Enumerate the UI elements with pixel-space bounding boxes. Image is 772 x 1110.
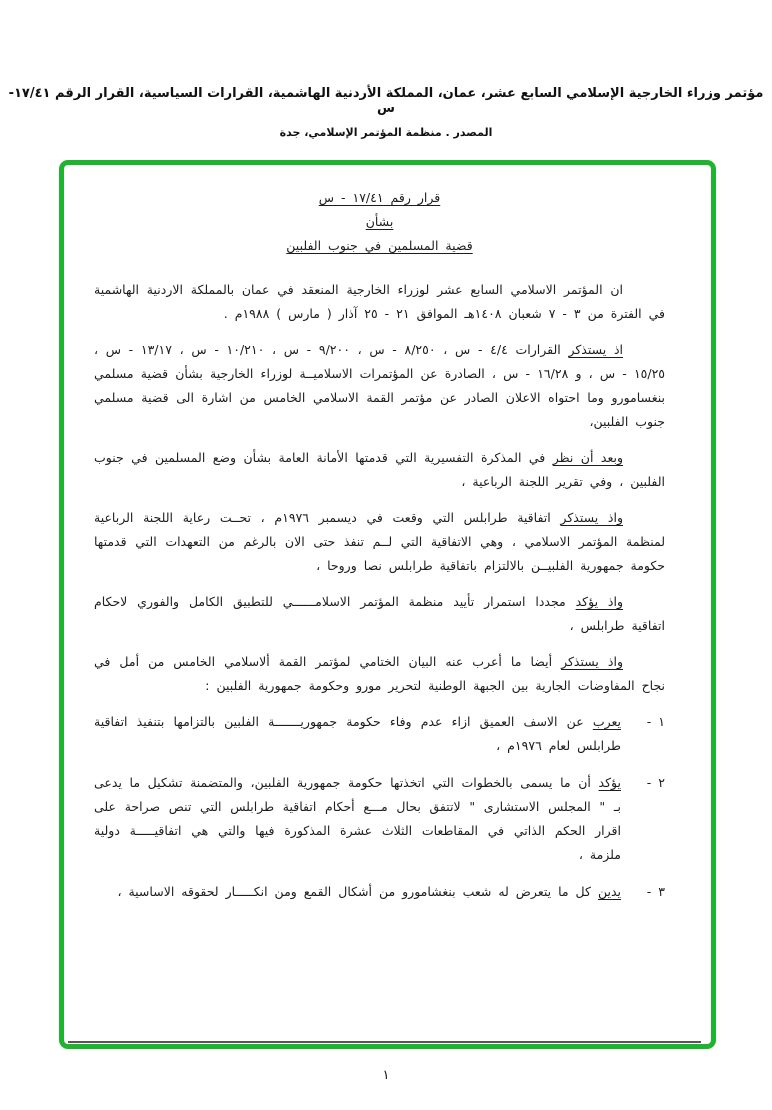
resolution-title-block bbox=[94, 186, 665, 258]
item-text bbox=[94, 710, 621, 758]
resolution-document bbox=[64, 165, 711, 1044]
item-text bbox=[94, 880, 621, 904]
having-considered-paragraph bbox=[94, 446, 665, 494]
paragraph-lead: واذ يؤكد bbox=[575, 594, 623, 609]
item-lead: يؤكد bbox=[598, 775, 621, 790]
paragraph-lead: اذ يستذكر bbox=[568, 342, 623, 357]
paragraph-body: القرارات ٤/٤ - س ، ٨/٢٥٠ - س ، ٩/٢٠٠ - س ، ١٠/٢١٠ - س ، ١٣/١٧ - س ، ١٥/٢٥ - س ، و ١٦/٢٨ - س ، الصادرة عن المؤتمرات الاسلاميــة لوزراء الخارجية بشأن قضية مسلمي بنغسامورو وما احتواه الاعلان الصادر عن مؤتمر القمة الاسلامي الخامس من اشارة الى قضية مسلمي جنوب الفلبين، bbox=[94, 342, 666, 429]
resolution-regarding-text: بشأن bbox=[365, 214, 394, 229]
paragraph-body: مجددا استمرار تأييد منظمة المؤتمر الاسلامــــــي للتطبيق الكامل والفوري لاحكام اتفاقية طرابلس ، bbox=[94, 594, 665, 633]
list-item bbox=[94, 710, 665, 758]
page-number: ١ bbox=[382, 1068, 390, 1083]
item-number: ٣ - bbox=[646, 884, 665, 899]
recalling-resolutions-paragraph bbox=[94, 338, 665, 434]
resolution-subject-text: قضية المسلمين في جنوب الفلبين bbox=[286, 238, 473, 253]
paragraph-lead: واذ يستذكر bbox=[561, 654, 623, 669]
item-lead: يعرب bbox=[592, 714, 621, 729]
operative-items-list bbox=[94, 710, 665, 904]
recalling-final-communique-paragraph bbox=[94, 650, 665, 698]
citation-line-1: مؤتمر وزراء الخارجية الإسلامي السابع عشر، عمان، المملكة الأردنية الهاشمية، القرارات السياسية، القرار الرقم ١٧/٤١-س bbox=[8, 86, 764, 116]
item-number: ١ - bbox=[646, 714, 665, 729]
paragraph-body: ان المؤتمر الاسلامي السابع عشر لوزراء الخارجية المنعقد في عمان بالمملكة الاردنية الهاشمية في الفترة من ٣ - ٧ شعبان ١٤٠٨هـ الموافق ٢١ - ٢٥ آذار ( مارس ) ١٩٨٨م . bbox=[94, 282, 665, 321]
resolution-subject-title bbox=[94, 234, 665, 258]
paragraph-lead: وبعد أن نظر bbox=[552, 450, 624, 465]
item-body: أن ما يسمى بالخطوات التي اتخذتها حكومة جمهورية الفلبين، والمتضمنة تشكيل ما يدعى بـ " المجلس الاستشارى " لاتتفق بحال مـــع أحكام اتفاقية طرابلس التي تنص صراحة على اقرار الحكم الذاتي في المقاطعات الثلاث عشرة المذكورة فيها والتي هي اتفاقيـــــة دولية ملزمة ، bbox=[94, 775, 621, 862]
citation-header bbox=[0, 86, 772, 139]
scanned-page-edge-line bbox=[68, 1041, 701, 1043]
paragraph-lead: واذ يستذكر bbox=[560, 510, 623, 525]
green-highlight-frame bbox=[59, 160, 716, 1049]
resolution-regarding-title bbox=[94, 210, 665, 234]
preamble-paragraph bbox=[94, 278, 665, 326]
resolution-number-title bbox=[94, 186, 665, 210]
resolution-number-text: قرار رقم ١٧/٤١ - س bbox=[318, 190, 441, 205]
paragraph-body: اتفاقية طرابلس التي وقعت في ديسمبر ١٩٧٦م ، تحــت رعاية اللجنة الرباعية لمنظمة المؤتمر الاسلامي ، وهي الاتفاقية التي لــم تنفذ حتى الان بالرغم من التعهدات التي قدمتها حكومة جمهورية الفلبيــن بالالتزام باتفاقية طرابلس نصا وروحا ، bbox=[94, 510, 665, 573]
item-body: كل ما يتعرض له شعب بنغشامورو من أشكال القمع ومن انكـــــار لحقوقه الاساسية ، bbox=[117, 884, 591, 899]
list-item bbox=[94, 880, 665, 904]
list-item bbox=[94, 771, 665, 867]
paragraph-body: في المذكرة التفسيرية التي قدمتها الأمانة العامة بشأن وضع المسلمين في جنوب الفلبين ، وفي تقرير اللجنة الرباعية ، bbox=[94, 450, 665, 489]
item-text bbox=[94, 771, 621, 867]
item-body: عن الاسف العميق ازاء عدم وفاء حكومة جمهوريـــــــة الفلبين بالتزامها بتنفيذ اتفاقية طرابلس لعام ١٩٧٦م ، bbox=[94, 714, 621, 753]
reaffirming-support-paragraph bbox=[94, 590, 665, 638]
item-lead: يدين bbox=[597, 884, 621, 899]
citation-source-line: المصدر . منظمة المؤتمر الإسلامي، جدة bbox=[279, 126, 493, 139]
recalling-tripoli-agreement-paragraph bbox=[94, 506, 665, 578]
paragraph-body: أيضا ما أعرب عنه البيان الختامي لمؤتمر القمة ألاسلامي الخامس من أمل في نجاح المفاوضات الجارية بين الجبهة الوطنية لتحرير مورو وحكومة جمهورية الفلبين : bbox=[94, 654, 665, 693]
item-number: ٢ - bbox=[646, 775, 665, 790]
